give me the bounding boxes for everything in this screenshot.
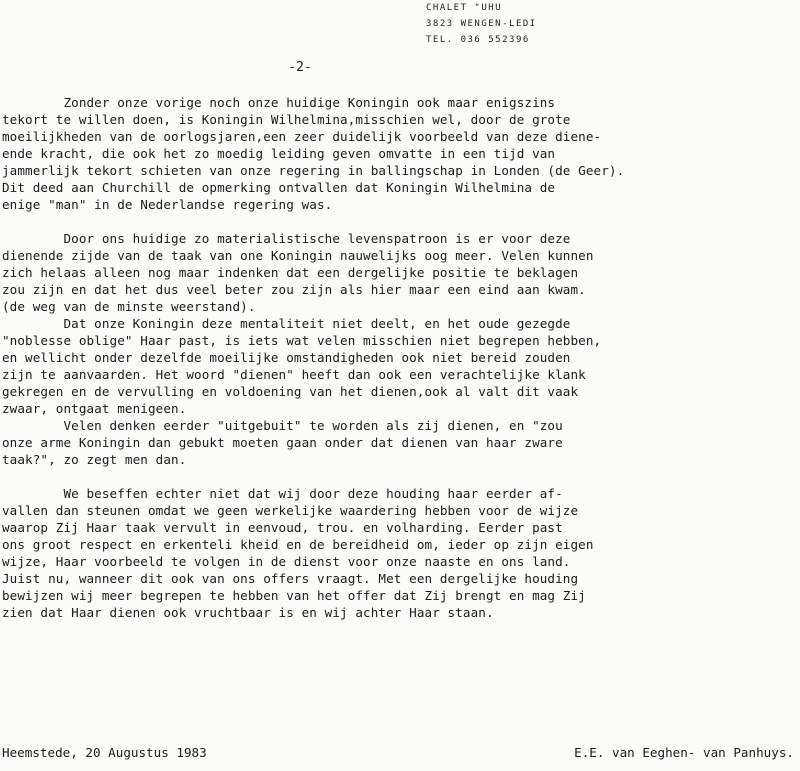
- text-line: zwaar, ontgaat menigeen.: [2, 401, 187, 416]
- paragraph-2: [2, 230, 794, 468]
- paragraph-3: [2, 485, 794, 621]
- paragraph-gap: [2, 468, 794, 485]
- text-line: zijn te aanvaarden. Het woord "dienen" heeft dan ook een verachtelijke klank: [2, 367, 586, 382]
- text-line: ons groot respect en erkenteli kheid en de bereidheid om, ieder op zijn eigen: [2, 537, 594, 552]
- text-line: Dat onze Koningin deze mentaliteit niet deelt, en het oude gezegde: [2, 316, 571, 331]
- text-line: zich helaas alleen nog maar indenken dat een dergelijke positie te beklagen: [2, 265, 579, 280]
- text-line: dienende zijde van de taak van one Koningin nauwelijks oog meer. Velen kunnen: [2, 248, 594, 263]
- text-line: en wellicht onder dezelfde moeilijke omstandigheden ook niet bereid zouden: [2, 350, 571, 365]
- page-number: -2-: [288, 60, 312, 75]
- letterhead-line-1: CHALET "UHU: [426, 3, 503, 13]
- text-line: waarop Zij Haar taak vervult in eenvoud, trou. en volharding. Eerder past: [2, 520, 563, 535]
- paragraph-1: [2, 94, 794, 213]
- text-line: Zonder onze vorige noch onze huidige Koningin ook maar enigszins: [2, 95, 556, 110]
- text-line: zien dat Haar dienen ook vruchtbaar is en wij achter Haar staan.: [2, 605, 494, 620]
- text-line: zou zijn en dat het dus veel beter zou zijn als hier maar een eind aan kwam.: [2, 282, 586, 297]
- text-line: bewijzen wij meer begrepen te hebben van het offer dat Zij brengt en mag Zij: [2, 588, 586, 603]
- text-line: vallen dan steunen omdat we geen werkelijke waardering hebben voor de wijze: [2, 503, 579, 518]
- text-line: taak?", zo zegt men dan.: [2, 452, 187, 467]
- paragraph-gap: [2, 213, 794, 230]
- letter-body: [2, 94, 794, 621]
- text-line: (de weg van de minste weerstand).: [2, 299, 256, 314]
- text-line: Juist nu, wanneer dit ook van ons offers vraagt. Met een dergelijke houding: [2, 571, 579, 586]
- text-line: "noblesse oblige" Haar past, is iets wat velen misschien niet begrepen hebben,: [2, 333, 602, 348]
- signature: E.E. van Eeghen- van Panhuys.: [574, 745, 794, 760]
- text-line: moeilijkheden van de oorlogsjaren,een zeer duidelijk voorbeeld van deze diene-: [2, 129, 602, 144]
- place-date: Heemstede, 20 Augustus 1983: [2, 745, 207, 760]
- text-line: wijze, Haar voorbeeld te volgen in de dienst voor onze naaste en ons land.: [2, 554, 571, 569]
- text-line: Dit deed aan Churchill de opmerking ontvallen dat Koningin Wilhelmina de: [2, 180, 556, 195]
- text-line: enige "man" in de Nederlandse regering was.: [2, 197, 333, 212]
- text-line: onze arme Koningin dan gebukt moeten gaan onder dat dienen van haar zware: [2, 435, 563, 450]
- text-line: jammerlijk tekort schieten van onze regering in ballingschap in Londen (de Geer).: [2, 163, 625, 178]
- text-line: Door ons huidige zo materialistische levenspatroon is er voor deze: [2, 231, 571, 246]
- letterhead-line-2: 3823 WENGEN-LEDI: [426, 19, 537, 29]
- text-line: gekregen en de vervulling en voldoening van het dienen,ook al valt dit vaak: [2, 384, 579, 399]
- letterhead: [426, 0, 537, 48]
- letter-footer: [2, 744, 794, 761]
- text-line: tekort te willen doen, is Koningin Wilhelmina,misschien wel, door de grote: [2, 112, 571, 127]
- text-line: Velen denken eerder "uitgebuit" te worden als zij dienen, en "zou: [2, 418, 563, 433]
- text-line: ende kracht, die ook het zo moedig leiding geven omvatte in een tijd van: [2, 146, 556, 161]
- letterhead-line-3: TEL. 036 552396: [426, 35, 530, 45]
- text-line: We beseffen echter niet dat wij door deze houding haar eerder af-: [2, 486, 563, 501]
